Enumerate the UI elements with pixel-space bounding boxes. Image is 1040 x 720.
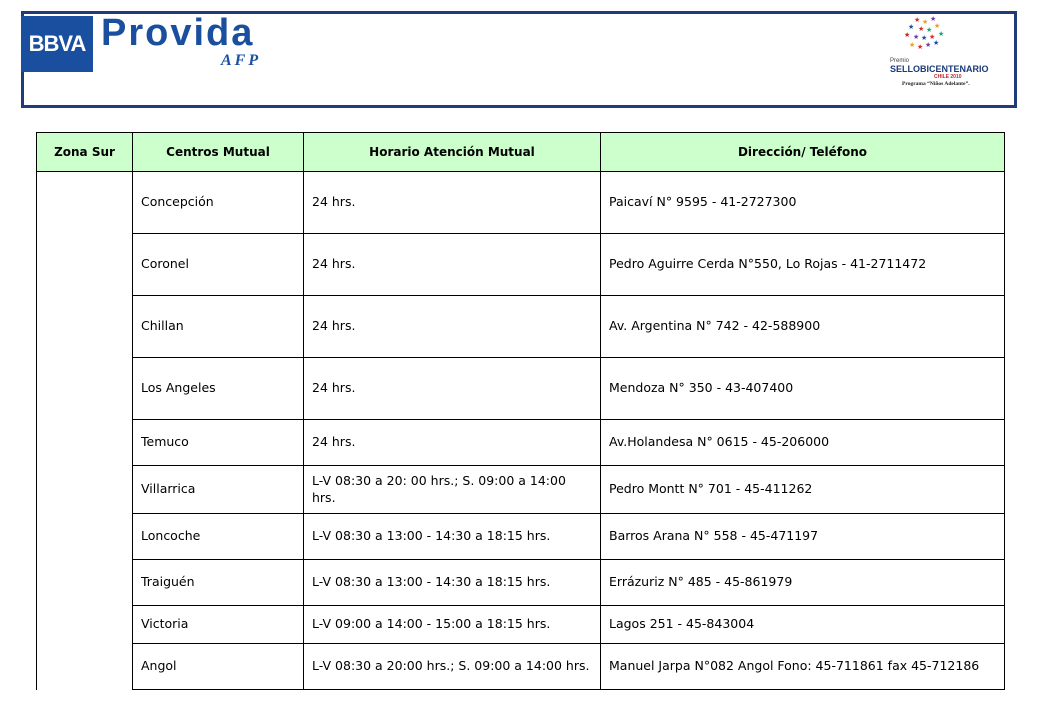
table-header-row xyxy=(37,133,1005,172)
hours-cell: 24 hrs. xyxy=(304,296,601,358)
table-row xyxy=(37,358,1005,420)
seal-program: Programa “Niños Adelante”. xyxy=(902,81,970,87)
table-row xyxy=(37,420,1005,466)
svg-text:★: ★ xyxy=(913,33,920,41)
hours-cell: L-V 08:30 a 13:00 - 14:30 a 18:15 hrs. xyxy=(304,560,601,606)
table-row xyxy=(37,514,1005,560)
bbva-logo: BBVA xyxy=(21,16,93,72)
table-row xyxy=(37,234,1005,296)
seal-year: CHILE 2010 xyxy=(934,74,962,80)
header-centers: Centros Mutual xyxy=(133,133,304,172)
address-cell: Errázuriz N° 485 - 45-861979 xyxy=(601,560,1005,606)
center-cell: Chillan xyxy=(133,296,304,358)
table-row xyxy=(37,172,1005,234)
hours-cell: 24 hrs. xyxy=(304,234,601,296)
center-cell: Temuco xyxy=(133,420,304,466)
brand-sub: AFP xyxy=(221,52,262,69)
hours-cell: L-V 09:00 a 14:00 - 15:00 a 18:15 hrs. xyxy=(304,606,601,644)
center-cell: Los Angeles xyxy=(133,358,304,420)
hours-cell: 24 hrs. xyxy=(304,172,601,234)
mutual-centers-table xyxy=(36,132,1005,690)
address-cell: Mendoza N° 350 - 43-407400 xyxy=(601,358,1005,420)
svg-text:★: ★ xyxy=(918,25,925,33)
hours-cell: L-V 08:30 a 20:00 hrs.; S. 09:00 a 14:00 hrs. xyxy=(304,644,601,690)
svg-text:★: ★ xyxy=(925,41,932,49)
table-row xyxy=(37,296,1005,358)
svg-text:★: ★ xyxy=(908,23,915,31)
hours-cell: 24 hrs. xyxy=(304,420,601,466)
svg-text:★: ★ xyxy=(921,34,928,42)
header-zone: Zona Sur xyxy=(37,133,133,172)
address-cell: Pedro Montt N° 701 - 45-411262 xyxy=(601,466,1005,514)
center-cell: Coronel xyxy=(133,234,304,296)
svg-text:★: ★ xyxy=(914,16,921,24)
header-hours: Horario Atención Mutual xyxy=(304,133,601,172)
stars-icon xyxy=(894,14,954,54)
address-cell: Av.Holandesa N° 0615 - 45-206000 xyxy=(601,420,1005,466)
svg-text:★: ★ xyxy=(917,43,924,51)
header-address: Dirección/ Teléfono xyxy=(601,133,1005,172)
address-cell: Pedro Aguirre Cerda N°550, Lo Rojas - 41-2711472 xyxy=(601,234,1005,296)
svg-text:★: ★ xyxy=(938,30,945,38)
hours-cell: L-V 08:30 a 13:00 - 14:30 a 18:15 hrs. xyxy=(304,514,601,560)
table-row xyxy=(37,466,1005,514)
svg-text:★: ★ xyxy=(929,33,936,41)
table-row xyxy=(37,644,1005,690)
svg-text:★: ★ xyxy=(926,26,933,34)
center-cell: Concepción xyxy=(133,172,304,234)
address-cell: Paicaví N° 9595 - 41-2727300 xyxy=(601,172,1005,234)
seal-small-text: Premio xyxy=(890,58,910,64)
brand-name: Provida xyxy=(101,12,255,54)
svg-text:★: ★ xyxy=(934,22,941,30)
table-row xyxy=(37,560,1005,606)
center-cell: Traiguén xyxy=(133,560,304,606)
hours-cell: 24 hrs. xyxy=(304,358,601,420)
address-cell: Barros Arana N° 558 - 45-471197 xyxy=(601,514,1005,560)
svg-text:★: ★ xyxy=(904,31,911,39)
table-row xyxy=(37,606,1005,644)
zone-cell xyxy=(37,172,133,690)
address-cell: Lagos 251 - 45-843004 xyxy=(601,606,1005,644)
center-cell: Angol xyxy=(133,644,304,690)
svg-text:★: ★ xyxy=(922,18,929,26)
bicentenario-seal xyxy=(888,14,988,94)
center-cell: Villarrica xyxy=(133,466,304,514)
seal-title: SELLOBICENTENARIO xyxy=(890,64,989,74)
address-cell: Manuel Jarpa N°082 Angol Fono: 45-711861 fax 45-712186 xyxy=(601,644,1005,690)
center-cell: Victoria xyxy=(133,606,304,644)
svg-text:★: ★ xyxy=(909,41,916,49)
hours-cell: L-V 08:30 a 20: 00 hrs.; S. 09:00 a 14:00 hrs. xyxy=(304,466,601,514)
svg-text:★: ★ xyxy=(930,15,937,23)
address-cell: Av. Argentina N° 742 - 42-588900 xyxy=(601,296,1005,358)
svg-text:★: ★ xyxy=(933,39,940,47)
center-cell: Loncoche xyxy=(133,514,304,560)
